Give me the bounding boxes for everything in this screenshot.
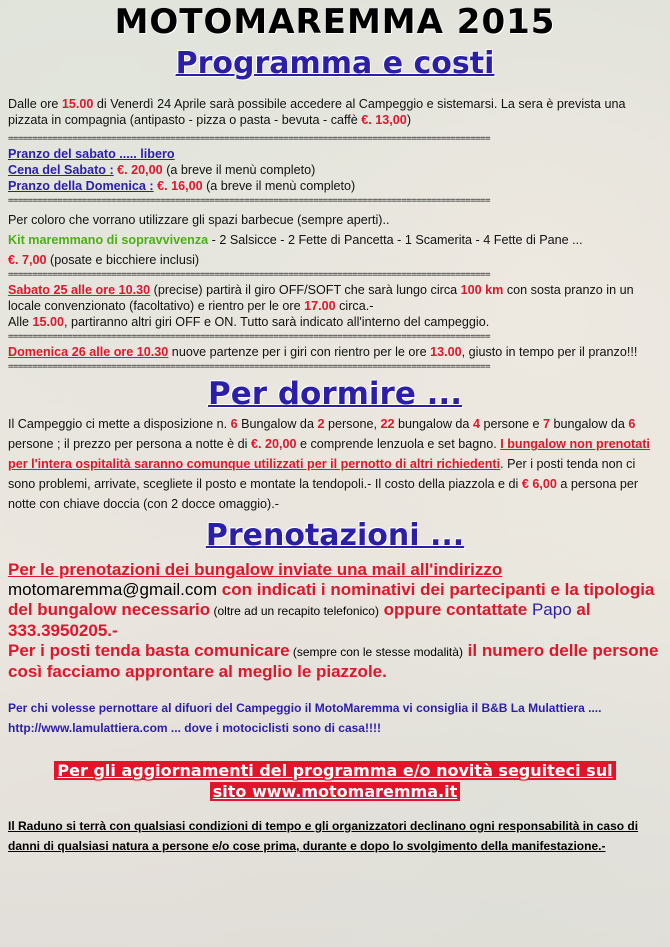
saturday-text: Sabato 25 alle ore 10.30 (precise) partirà il giro OFF/SOFT che sarà lungo circa 100 km con sosta pranzo in un locale convenzionato (facoltativo) e rientro per le ore 17.00 circa.- Alle 15.00, partiranno altri giri OFF e ON. Tutto sarà indicato all'interno del campeggio. bbox=[8, 283, 634, 329]
arrival-text: Dalle ore 15.00 di Venerdì 24 Aprile sarà possibile accedere al Campeggio e sistemarsi. La sera è prevista una pizzata in compagnia (antipasto - pizza o pasta - bevuta - caffè €. 13,00) bbox=[8, 97, 626, 127]
sleep-heading: Per dormire ... bbox=[208, 376, 462, 412]
bnb-recommendation: Per chi volesse pernottare al difuori del Campeggio il MotoMaremma vi consiglia il B&B La Mulattiera .... http://www.lamulattiera.com ... dove i motociclisti sono di casa!!!! bbox=[8, 701, 602, 735]
updates-banner: Per gli aggiornamenti del programma e/o novità seguiteci sul sito www.motomaremma.it bbox=[8, 760, 662, 802]
sun-lunch: Pranzo della Domenica : €. 16,00 (a breve il menù completo) bbox=[8, 179, 356, 193]
bbq-kit: Kit maremmano di sopravvivenza - 2 Salsicce - 2 Fette di Pancetta - 1 Scamerita - 4 Fette di Pane ... bbox=[8, 233, 583, 247]
sat-dinner: Cena del Sabato : €. 20,00 (a breve il menù completo) bbox=[8, 163, 316, 177]
website-link[interactable]: sito www.motomaremma.it bbox=[210, 782, 460, 801]
page-title: MOTOMAREMMA 2015 bbox=[114, 2, 556, 42]
bookings-text: Per le prenotazioni dei bungalow inviate una mail all'indirizzo motomaremma@gmail.com con indicati i nominativi dei partecipanti e la tipologia del bungalow necessario (oltre ad un recapito telefonico) oppure contattate Papo al 333.3950205.- Per i posti tenda basta comunicare (sempre con le stesse modalità) il numero delle persone così facciamo approntare al meglio le piazzole. bbox=[8, 560, 659, 681]
bbq-kit-price: €. 7,00 (posate e bicchiere inclusi) bbox=[8, 253, 200, 267]
sunday-text: Domenica 26 alle ore 10.30 nuove partenze per i giri con rientro per le ore 13.00, giusto in tempo per il pranzo!!! bbox=[8, 345, 638, 359]
sleep-text: Il Campeggio ci mette a disposizione n. 6 Bungalow da 2 persone, 22 bungalow da 4 persone e 7 bungalow da 6 persone ; il prezzo per persona a notte è di €. 20,00 e comprende lenzuola e set bagno. I bungalow non prenotati per l'intera ospitalità saranno comunque utilizzati per il pernotto di altri richiedenti. Per i posti tenda non ci sono problemi, arrivate, scegliete il posto e montate la tendopoli.- Il costo della piazzola e di € 6,00 a persona per notte con chiave doccia (con 2 docce omaggio).- bbox=[8, 417, 650, 511]
separator: ================================================================================================== bbox=[8, 270, 491, 280]
bbq-intro: Per coloro che vorrano utilizzare gli spazi barbecue (sempre aperti).. bbox=[8, 213, 390, 227]
bbq-block bbox=[8, 212, 662, 268]
separator: ================================================================================================== bbox=[8, 196, 491, 206]
separator: ================================================================================================== bbox=[8, 362, 491, 372]
disclaimer: Il Raduno si terrà con qualsiasi condizioni di tempo e gli organizzatori declinano ogni responsabilità in caso di danni di qualsiasi natura a persone e/o cose prima, durante e dopo lo svolgimento della manifestazione.- bbox=[8, 819, 639, 853]
separator: ================================================================================================== bbox=[8, 134, 491, 144]
email-link[interactable]: motomaremma@gmail.com bbox=[8, 580, 218, 599]
sat-lunch: Pranzo del sabato ..... libero bbox=[8, 147, 175, 161]
bookings-heading: Prenotazioni ... bbox=[205, 518, 465, 553]
separator: ================================================================================================== bbox=[8, 332, 491, 342]
program-heading: Programma e costi bbox=[175, 46, 495, 81]
meals-block bbox=[8, 146, 662, 194]
